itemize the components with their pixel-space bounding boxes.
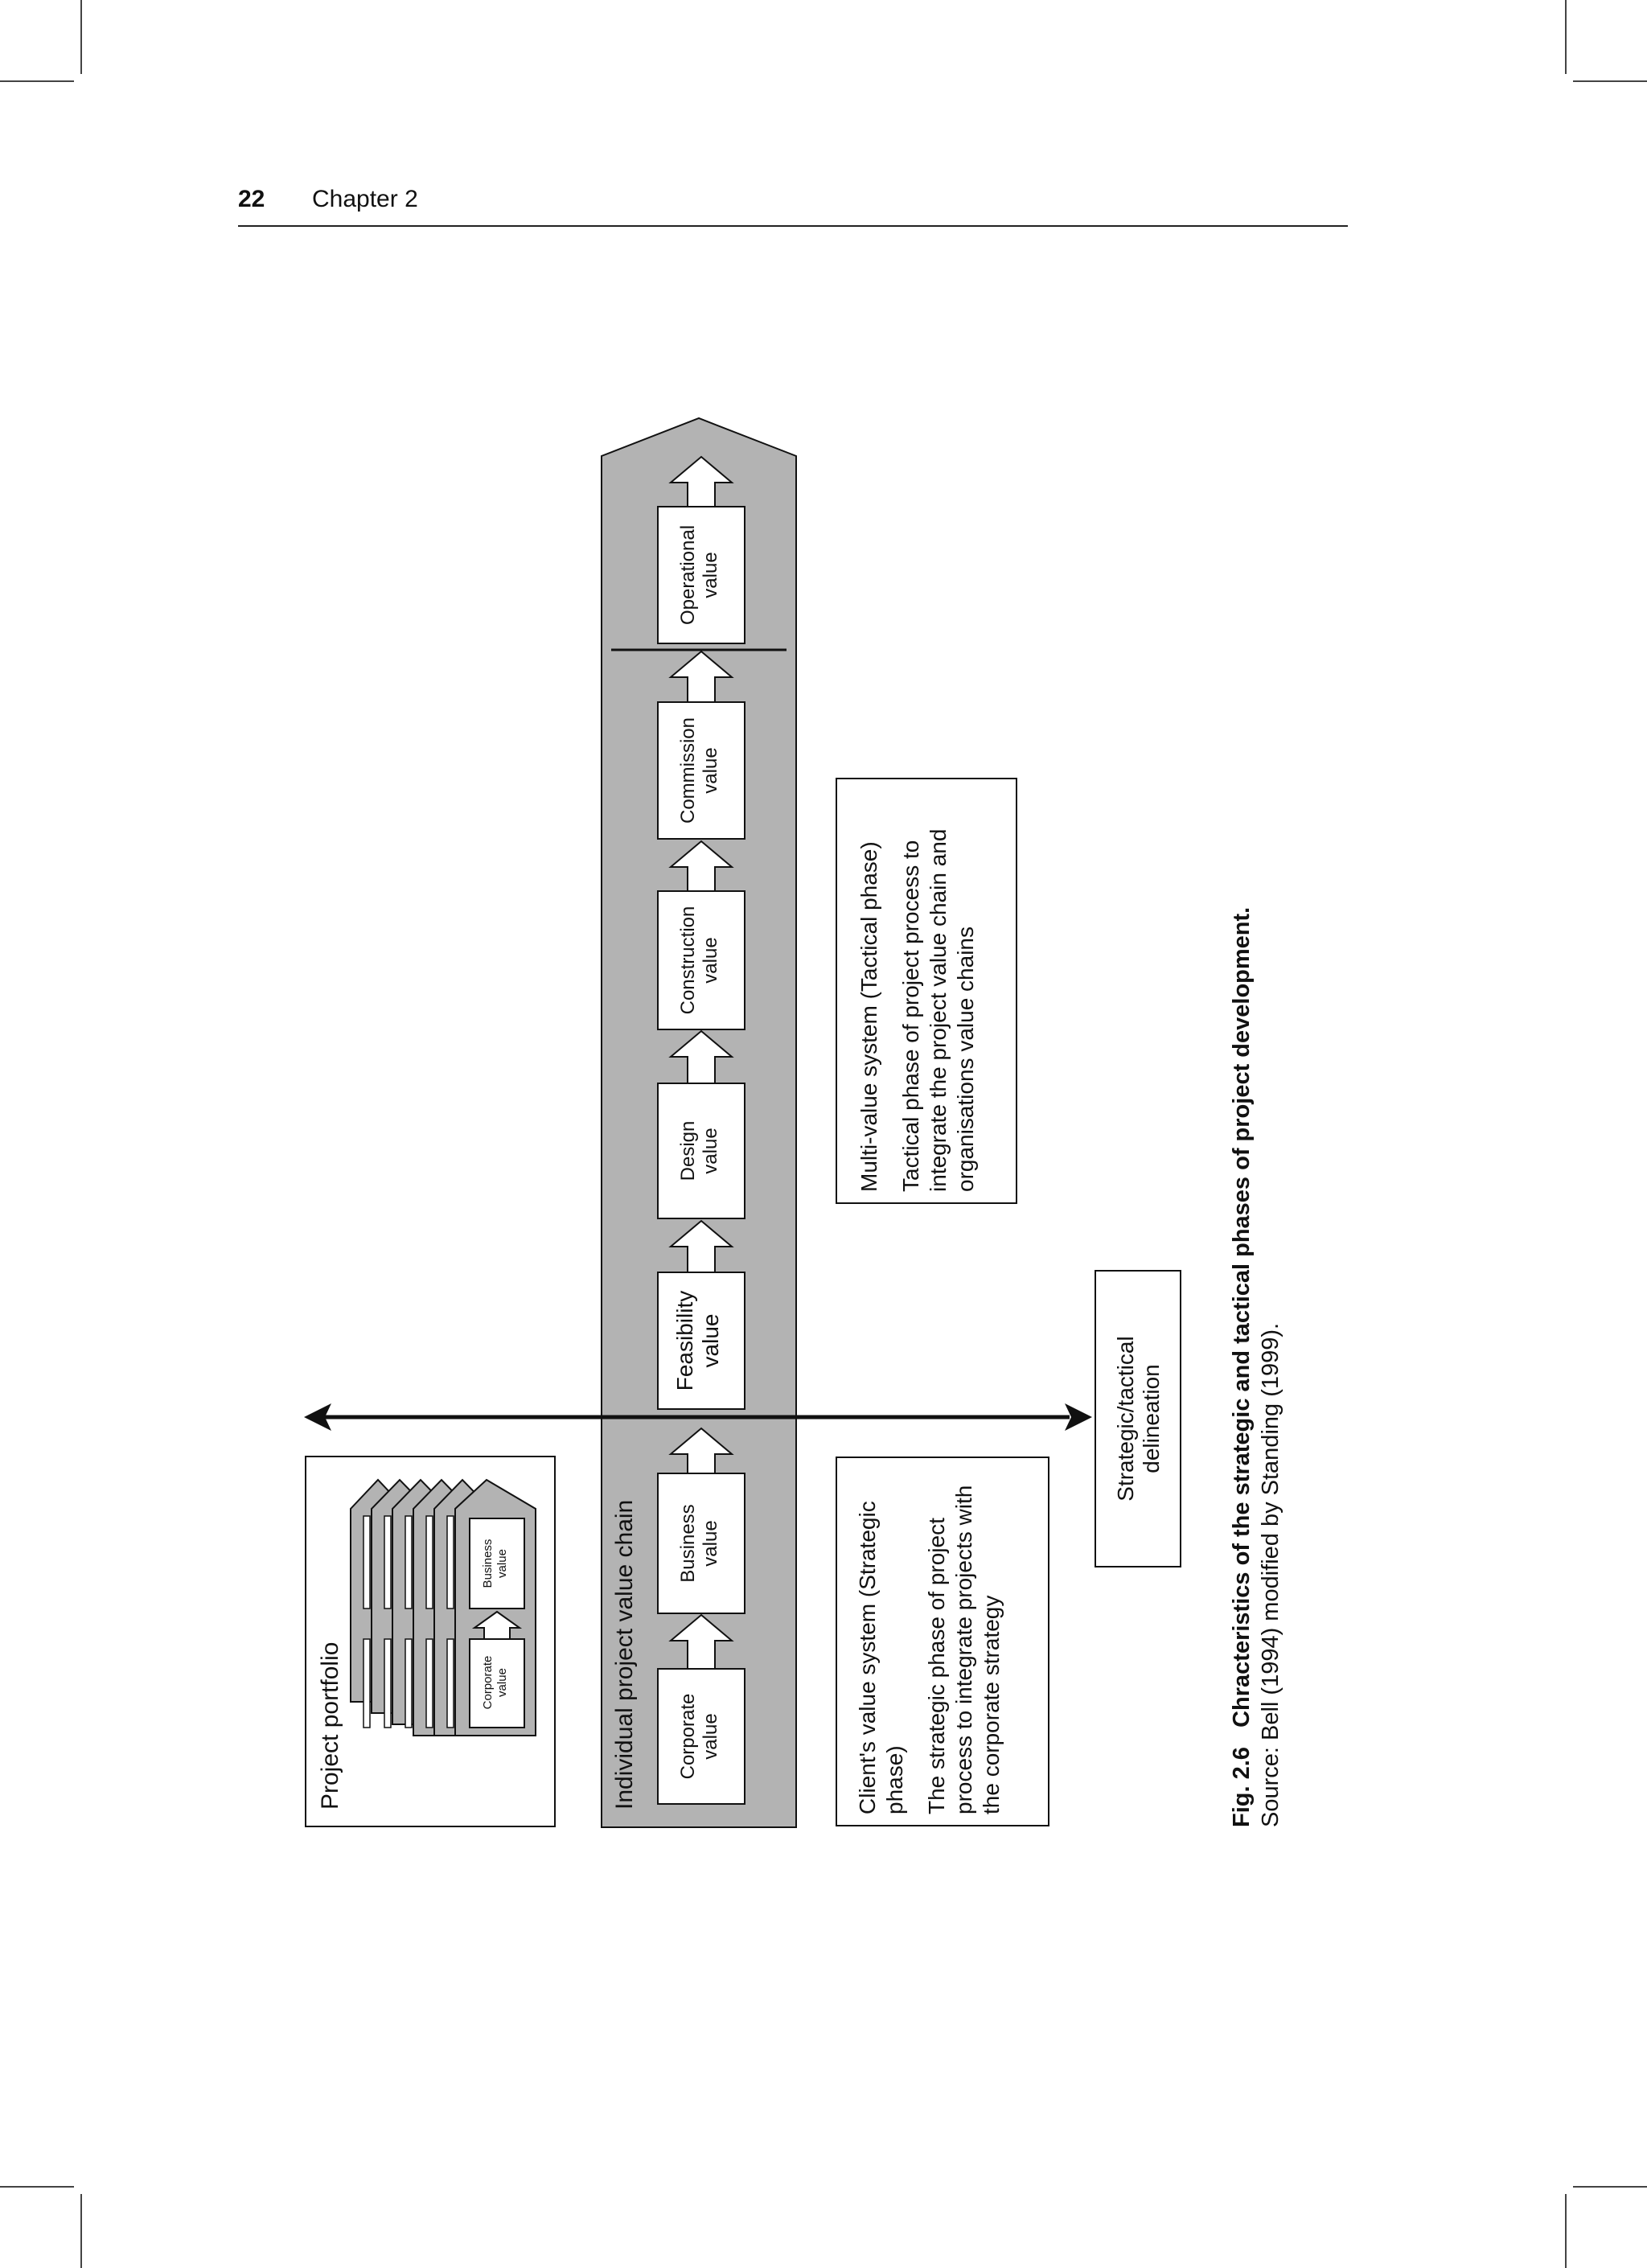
- multi-value-text: [856, 790, 980, 1192]
- delineation-label: Strategic/tactical delineation: [1113, 1336, 1164, 1502]
- chapter-title: Chapter 2: [312, 186, 418, 212]
- chain-label-feasibility: Feasibility value: [672, 1290, 723, 1391]
- client-value-text: [854, 1461, 1005, 1814]
- page-number: 22: [238, 186, 265, 212]
- chain-label-operational: Operational value: [677, 524, 721, 626]
- chain-label-business: Business value: [677, 1504, 721, 1583]
- figure-caption: [1227, 907, 1285, 1827]
- chain-label-design: Design value: [677, 1120, 721, 1181]
- client-value-title: Client's value system (Strategic phase): [855, 1501, 907, 1814]
- chain-label-commission: Commission value: [677, 717, 721, 824]
- portfolio-corporate-label: Corporate value: [481, 1655, 509, 1710]
- caption-title: Chracteristics of the strategic and tactical phases of project development.: [1229, 906, 1255, 1728]
- chain-label-construction: Construction value: [677, 906, 721, 1015]
- portfolio-title: Project portfolio: [317, 1641, 343, 1810]
- chain-label-corporate: Corporate value: [677, 1693, 721, 1780]
- multi-value-desc: Tactical phase of project process to integrate the project value chain and organisations value chains: [898, 828, 978, 1192]
- chain-title: Individual project value chain: [611, 1499, 638, 1810]
- portfolio-business-label: Business value: [481, 1539, 509, 1588]
- caption-source: Source: Bell (1994) modified by Standing (1999).: [1258, 1322, 1284, 1827]
- caption-label: Fig. 2.6: [1229, 1747, 1255, 1827]
- client-value-desc: The strategic phase of project process to integrate projects with the corporate strategy: [924, 1485, 1004, 1814]
- multi-value-title: Multi-value system (Tactical phase): [856, 841, 881, 1192]
